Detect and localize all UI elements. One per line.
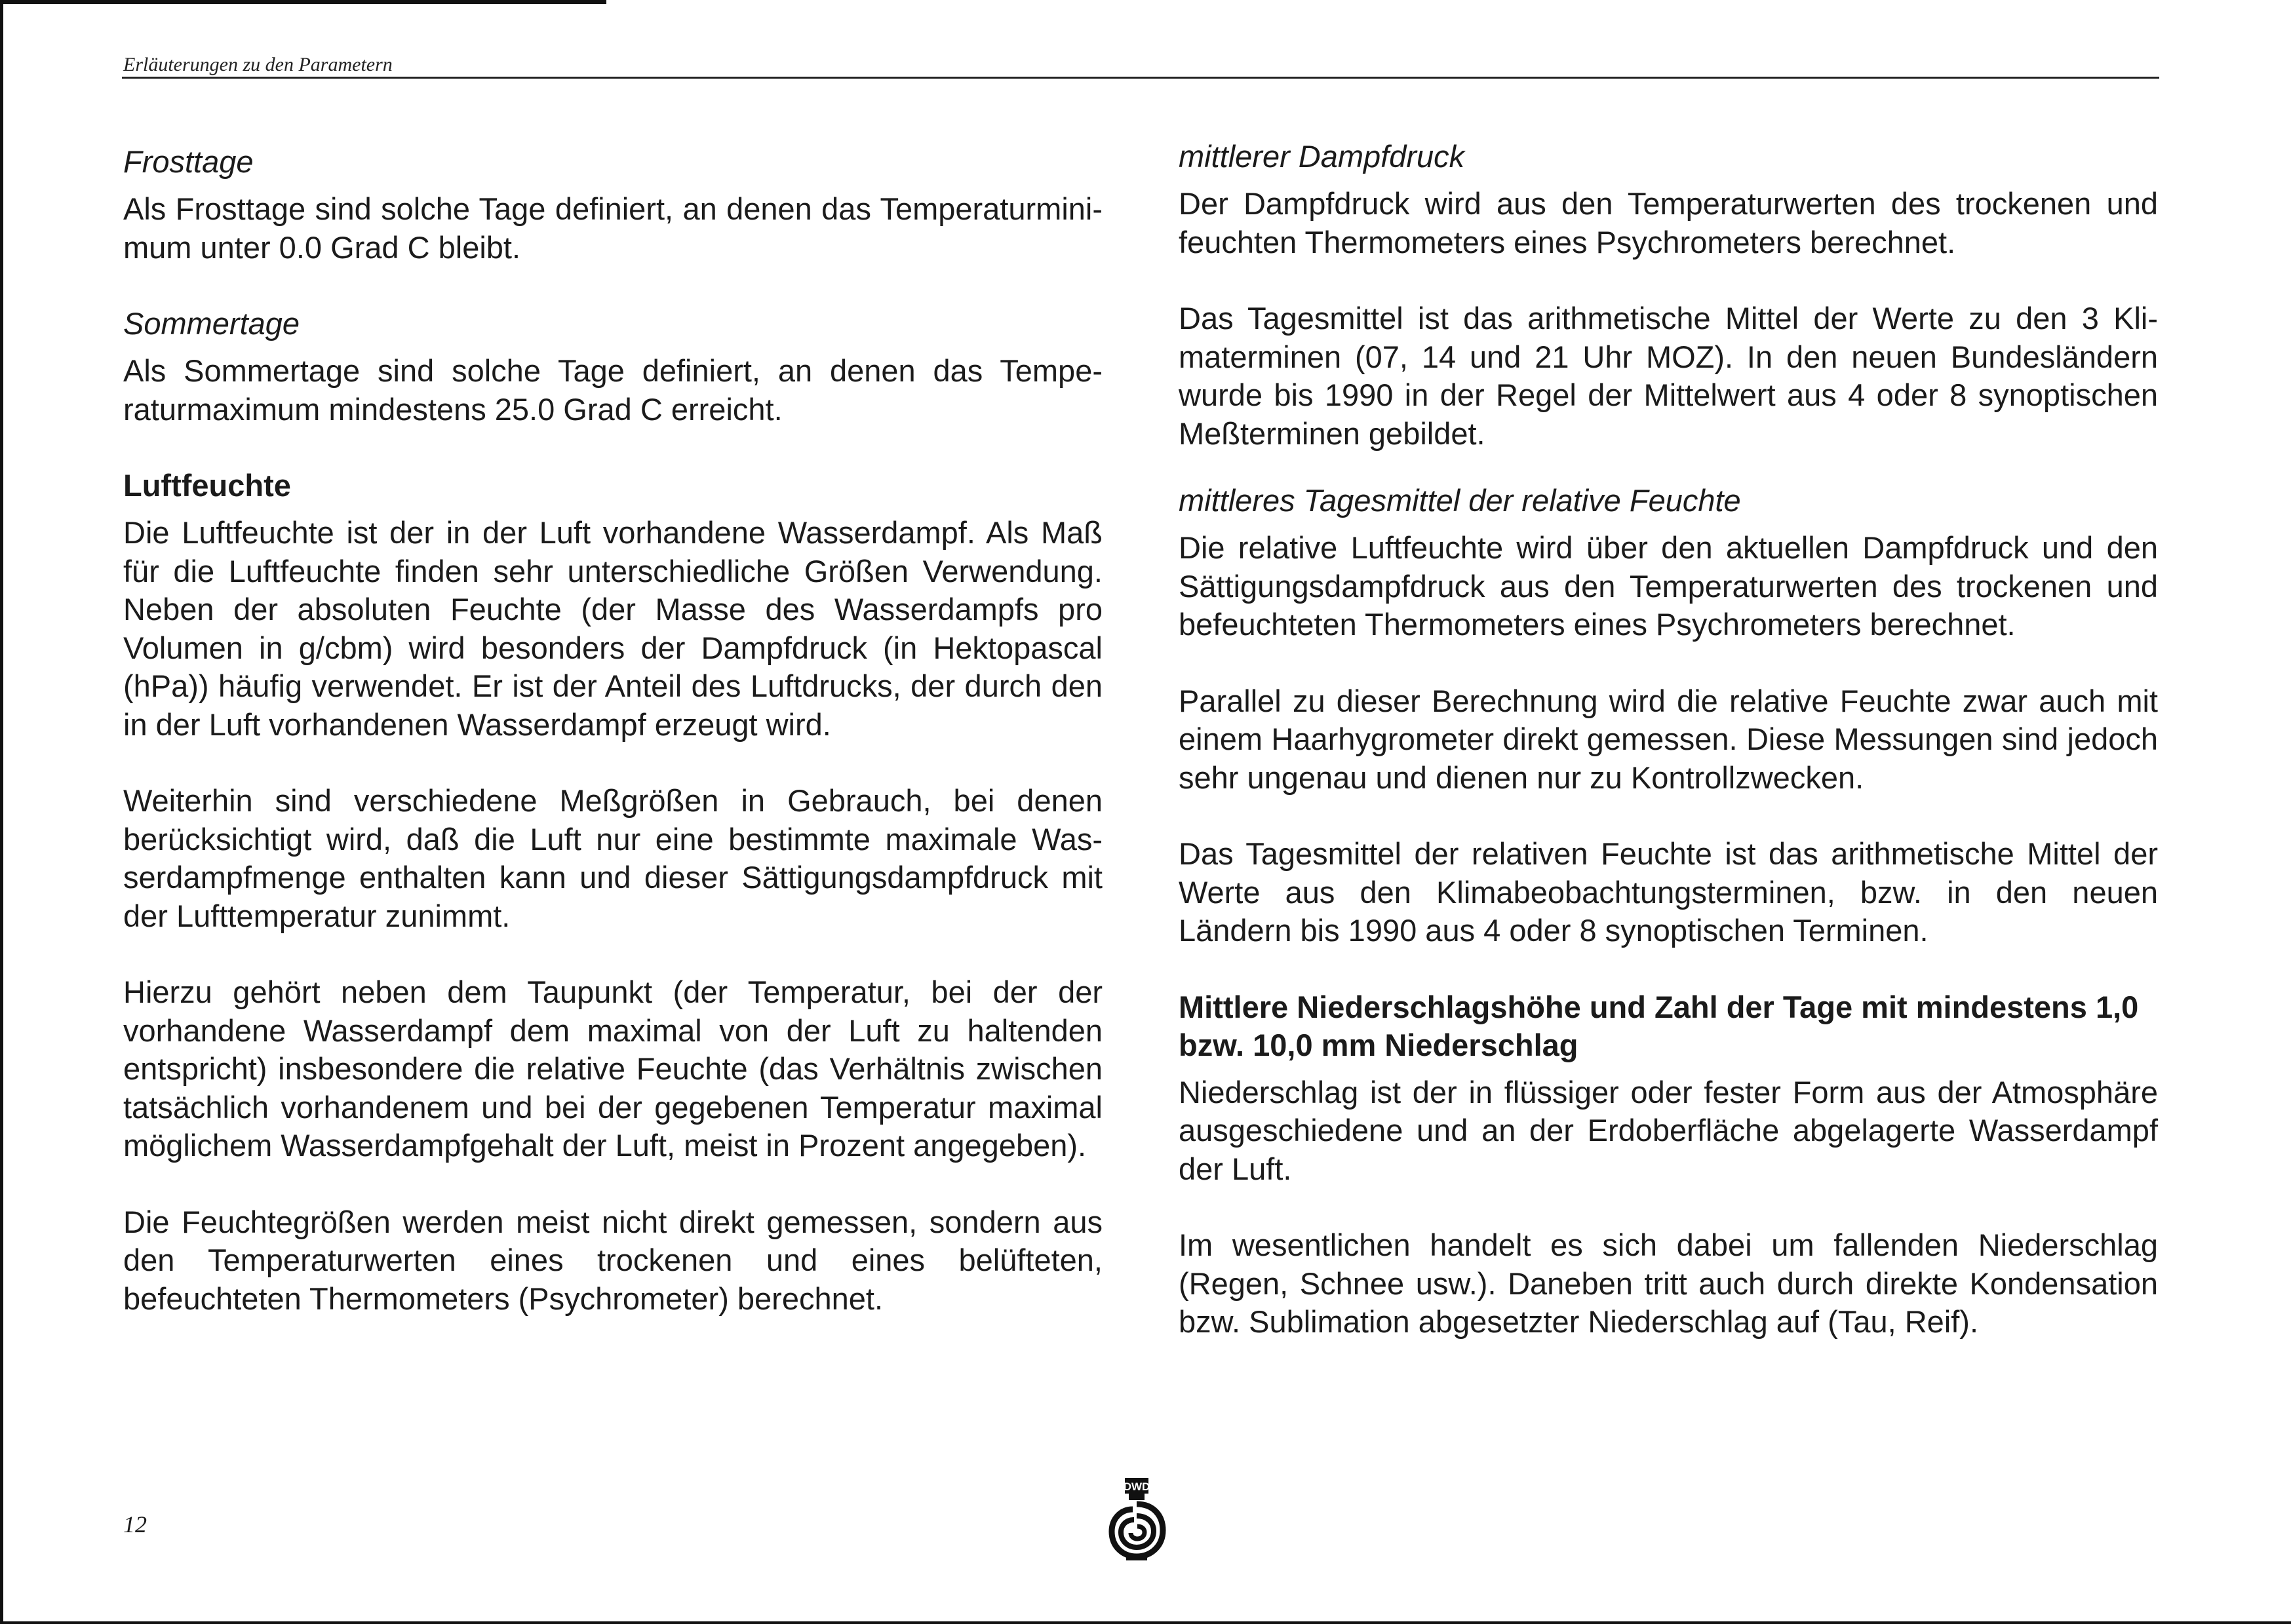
logo-text: DWD	[1123, 1480, 1150, 1493]
luftfeuchte-paragraph-3: Hierzu gehört neben dem Taupunkt (der Temperatur, bei der der vorhandene Wasserdampf dem maximal von der Luft zu haltenden entspricht) insbesondere die relative Feuchte (das Verhältnis zwischen tatsächlich vorhandenem und bei der gegebenen Temperatur maximal möglichem Wasserdampfgehalt der Luft, meist in Prozent angegeben).	[123, 975, 1103, 1163]
sommertage-heading: Sommertage	[123, 306, 300, 341]
spacer	[1179, 950, 2158, 988]
running-head: Erläuterungen zu den Parametern	[123, 54, 393, 75]
luftfeuchte-paragraph-4: Die Feuchtegrößen werden meist nicht direkt gemessen, sondern aus den Temperaturwerten eines trockenen und eines belüfteten, befeuchteten Thermometers (Psychrometer) berechnet.	[123, 1204, 1103, 1316]
luftfeuchte-heading: Luftfeuchte	[123, 468, 291, 503]
spacer	[1179, 797, 2158, 835]
rel-feuchte-paragraph-3: Das Tagesmittel der relativen Feuchte ist das arithmetische Mittel der Werte aus den Klimabeobachtungsterminen, bzw. in den neuen Ländern bis 1990 aus 4 oder 8 synoptischen Terminen.	[1179, 836, 2158, 948]
spacer	[1179, 644, 2158, 682]
luftfeuchte-paragraph-1: Die Luftfeuchte ist der in der Luft vorhandene Wasserdampf. Als Maß für die Luftfeuchte finden sehr unterschiedliche Größen Verwendung. Neben der absoluten Feuchte (der Masse des Wasserdampfs pro Volumen in g/cbm) wird besonders der Dampfdruck (in Hektopascal (hPa)) häufig verwendet. Er ist der Anteil des Luftdrucks, der durch den in der Luft vorhandenen Wasserdampf erzeugt wird.	[123, 515, 1103, 742]
niederschlag-paragraph-1: Niederschlag ist der in flüssiger oder fester Form aus der Atmosphäre ausgeschiedene und an der Erdoberfläche abgelagerte Wasserdampf der Luft.	[1179, 1074, 2158, 1186]
left-column	[123, 143, 1103, 1318]
dampfdruck-paragraph-2: Das Tagesmittel ist das arithmetische Mittel der Werte zu den 3 Klimaterminen (07, 14 und 21 Uhr MOZ). In den neuen Bundesländern wurde bis 1990 in der Regel der Mittelwert aus 4 oder 8 synoptischen Meßterminen gebildet.	[1179, 301, 2158, 451]
sommertage-paragraph: Als Sommertage sind solche Tage definiert, an denen das Temperaturmaximum mindestens 25.0 Grad C erreicht.	[123, 353, 1103, 427]
dwd-spiral-logo-icon	[1106, 1478, 1167, 1563]
luftfeuchte-paragraph-2: Weiterhin sind verschiedene Meßgrößen in Gebrauch, bei denen berücksichtigt wird, daß die Luft nur eine bestimmte maximale Wasserdampfmenge enthalten kann und dieser Sättigungsdampfdruck mit der Lufttemperatur zunimmt.	[123, 783, 1103, 933]
scan-edge-left	[0, 0, 3, 1624]
header-rule	[122, 77, 2159, 79]
spacer	[1179, 261, 2158, 300]
spacer	[123, 429, 1103, 467]
rel-feuchte-heading: mittleres Tagesmittel der relative Feuchte	[1179, 483, 1741, 518]
rel-feuchte-paragraph-2: Parallel zu dieser Berechnung wird die relative Feuchte zwar auch mit einem Haarhygrometer direkt gemessen. Diese Messungen sind jedoch sehr ungenau und dienen nur zu Kontrollzwecken.	[1179, 683, 2158, 795]
frosttage-paragraph: Als Frosttage sind solche Tage definiert, an denen das Temperaturminimum unter 0.0 Grad C bleibt.	[123, 191, 1103, 265]
scan-edge-top	[0, 0, 606, 4]
dampfdruck-paragraph-1: Der Dampfdruck wird aus den Temperaturwerten des trockenen und feuchten Thermometers eines Psychrometers berechnet.	[1179, 186, 2158, 260]
spacer	[123, 1165, 1103, 1203]
spacer	[123, 267, 1103, 305]
spacer	[1179, 453, 2158, 482]
scan-edge-bottom	[0, 1621, 2291, 1624]
niederschlag-heading: Mittlere Niederschlagshöhe und Zahl der Tage mit mindestens 1,0 bzw. 10,0 mm Niederschlag	[1179, 989, 2139, 1062]
frosttage-heading: Frosttage	[123, 144, 254, 179]
spacer	[123, 935, 1103, 973]
dampfdruck-heading: mittlerer Dampfdruck	[1179, 139, 1465, 174]
right-column	[1179, 138, 2158, 1342]
spacer	[123, 744, 1103, 782]
page-number: 12	[123, 1511, 147, 1537]
spacer	[1179, 1188, 2158, 1226]
niederschlag-paragraph-2: Im wesentlichen handelt es sich dabei um fallenden Niederschlag (Regen, Schnee usw.). Daneben tritt auch durch direkte Kondensation bzw. Sublimation abgesetzter Niederschlag auf (Tau, Reif).	[1179, 1228, 2158, 1339]
rel-feuchte-paragraph-1: Die relative Luftfeuchte wird über den aktuellen Dampfdruck und den Sättigungsdampfdruck aus den Temperaturwerten des trockenen und befeuchteten Thermometers eines Psychrometers berechnet.	[1179, 530, 2158, 642]
